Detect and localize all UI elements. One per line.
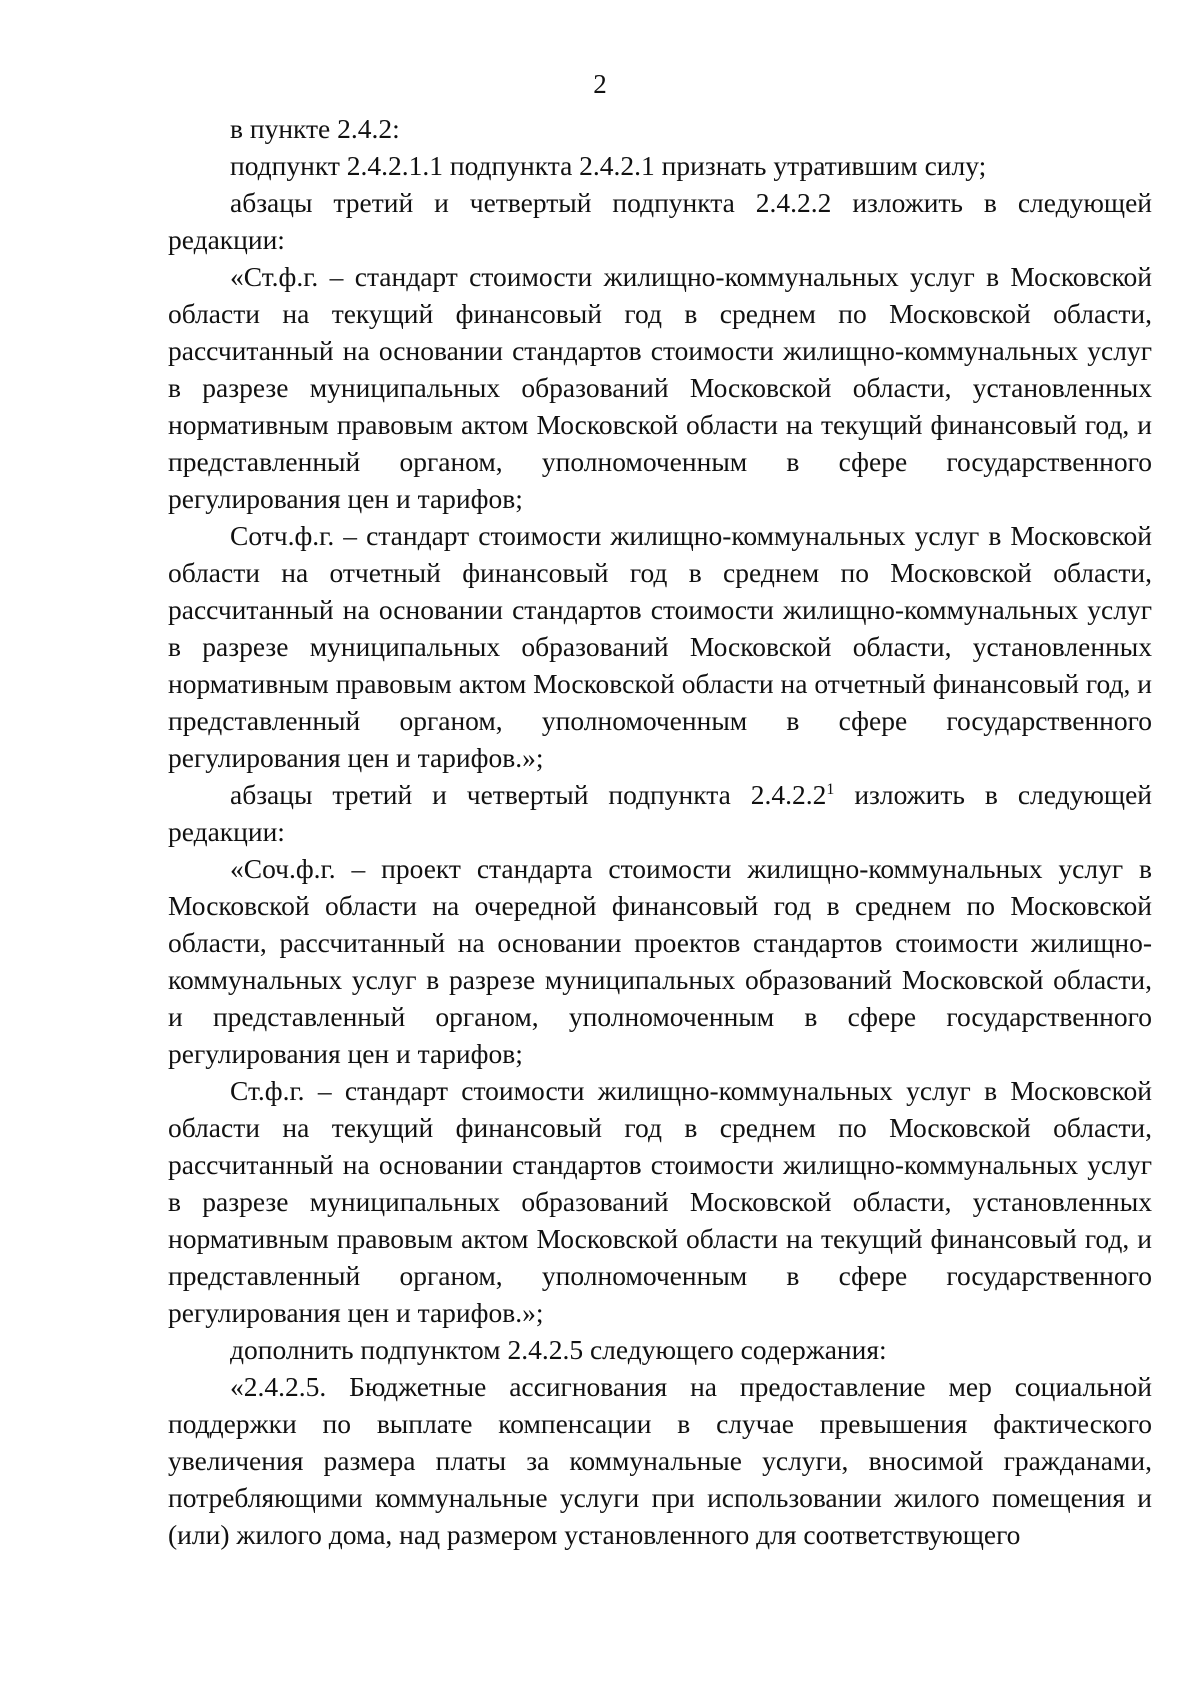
paragraph-add-2-4-2-5: дополнить подпунктом 2.4.2.5 следующего содержания: xyxy=(230,1334,887,1365)
paragraph-intro: в пункте 2.4.2: xyxy=(230,113,400,144)
paragraph-amend-text-after: изложить в следующей редакции: xyxy=(168,779,1152,847)
paragraph-amend-2-4-2-2: абзацы третий и четвертый подпункта 2.4.2.2 изложить в следующей редакции: xyxy=(168,187,1152,255)
paragraph-2-4-2-5-text: «2.4.2.5. Бюджетные ассигнования на предоставление мер социальной поддержки по выплате компенсации в случае превышения фактического увеличения размера платы за коммунальные услуги, вносимой гражданами, потребляющими коммунальные услуги при использовании жилого помещения и (или) жилого дома, над размером установленного для соответствующего xyxy=(168,1371,1152,1550)
page-number: 2 xyxy=(593,69,607,99)
paragraph-repeal: подпункт 2.4.2.1.1 подпункта 2.4.2.1 признать утратившим силу; xyxy=(230,150,987,181)
paragraph-amend-2-4-2-2-1 xyxy=(168,776,1152,850)
paragraph-amend-text-before: абзацы третий и четвертый подпункта 2.4.2.2 xyxy=(230,779,827,810)
paragraph-st-fg-definition: «Ст.ф.г. – стандарт стоимости жилищно-коммунальных услуг в Московской области на текущий финансовый год в среднем по Московской области, рассчитанный на основании стандартов стоимости жилищно-коммунальных услуг в разрезе муниципальных образований Московской области, установленных нормативным правовым актом Московской области на текущий финансовый год, и представленный органом, уполномоченным в сфере государственного регулирования цен и тарифов; xyxy=(168,261,1152,514)
document-body xyxy=(168,110,1152,1553)
paragraph-soch-fg-definition: «Соч.ф.г. – проект стандарта стоимости жилищно-коммунальных услуг в Московской области на очередной финансовый год в среднем по Московской области, рассчитанный на основании проектов стандартов стоимости жилищно-коммунальных услуг в разрезе муниципальных образований Московской области, и представленный органом, уполномоченным в сфере государственного регулирования цен и тарифов; xyxy=(168,853,1152,1069)
paragraph-st-fg-definition-2: Ст.ф.г. – стандарт стоимости жилищно-коммунальных услуг в Московской области на текущий финансовый год в среднем по Московской области, рассчитанный на основании стандартов стоимости жилищно-коммунальных услуг в разрезе муниципальных образований Московской области, установленных нормативным правовым актом Московской области на текущий финансовый год, и представленный органом, уполномоченным в сфере государственного регулирования цен и тарифов.»; xyxy=(168,1075,1152,1328)
superscript-index: 1 xyxy=(826,780,835,798)
paragraph-sotch-fg-definition: Сотч.ф.г. – стандарт стоимости жилищно-коммунальных услуг в Московской области на отчетный финансовый год в среднем по Московской области, рассчитанный на основании стандартов стоимости жилищно-коммунальных услуг в разрезе муниципальных образований Московской области, установленных нормативным правовым актом Московской области на отчетный финансовый год, и представленный органом, уполномоченным в сфере государственного регулирования цен и тарифов.»; xyxy=(168,520,1152,773)
